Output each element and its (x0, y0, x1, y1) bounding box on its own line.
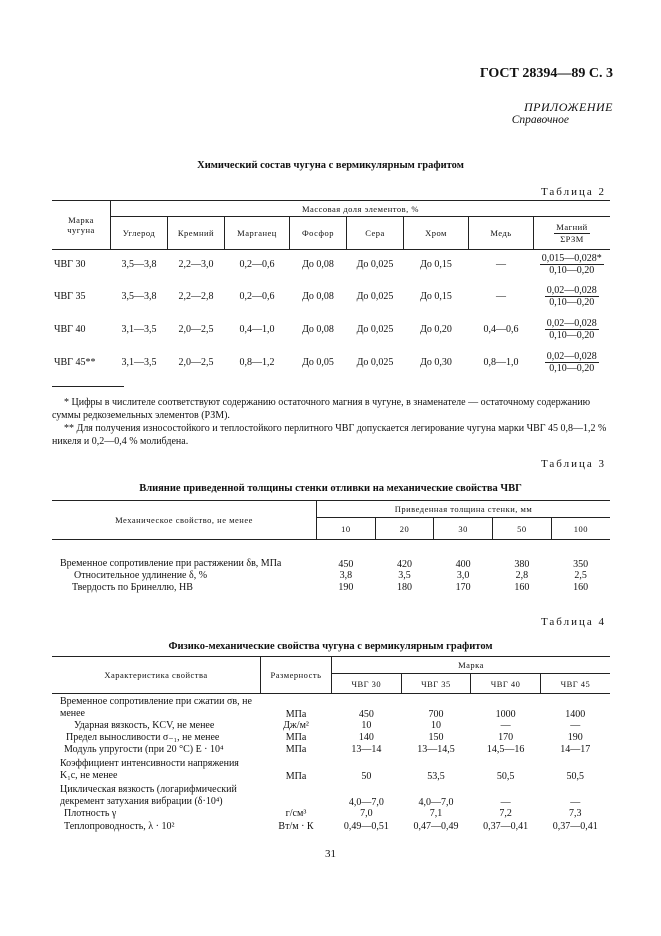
table2-mg-fraction (534, 280, 611, 313)
table4-cell: 190 (567, 732, 583, 743)
table2-cell: 2,0—2,5 (178, 323, 214, 335)
table3-group-header: Приведенная толщина стенки, мм (317, 501, 611, 518)
appendix-title: ПРИЛОЖЕНИЕ (524, 100, 613, 114)
table4-cell: 0,47—0,49 (413, 821, 459, 832)
table2-cell: До 0,08 (302, 323, 334, 335)
table4-cell: 13—14 (351, 744, 382, 755)
table4-group-header: Марка (332, 657, 611, 674)
table2-title: Химический состав чугуна с вермикулярным графитом (197, 160, 464, 171)
table2-col-sulfur: Сера (347, 217, 404, 250)
table2-cell: 3,5—3,8 (121, 290, 157, 302)
table3-cell: 420 (397, 558, 412, 570)
table4-cell: 1400 (565, 708, 586, 720)
table2-col-magnesium-den: ΣРЗМ (560, 233, 584, 244)
table2-rzm: 0,10—0,20 (549, 362, 595, 374)
table4-cell: 53,5 (427, 770, 445, 782)
table4-cell: 0,37—0,41 (552, 821, 598, 832)
table2-cell: — (496, 259, 506, 271)
table4-cell: 4,0—7,0 (418, 796, 454, 808)
table-row (52, 540, 610, 570)
table2-mg-fraction (534, 250, 611, 280)
table2-mg: 0,015—0,028* (541, 253, 602, 265)
table4-cell: — (500, 796, 511, 808)
table-row (52, 720, 610, 732)
table4-cell: 50 (361, 770, 372, 782)
table-row (52, 280, 610, 313)
table4-row-name: Модуль упругости (при 20 °С) Е · 10⁴ (64, 744, 224, 755)
table3-label: Таблица 3 (540, 458, 606, 470)
table4-cell: 140 (358, 732, 374, 743)
table2-cell: 0,2—0,6 (239, 290, 275, 302)
table4-row-name: Временное сопротивление при сжатии σв, не менее (60, 695, 252, 719)
table4-unit: Вт/м · К (278, 821, 314, 832)
table-row (52, 782, 610, 808)
table2-cell: До 0,08 (302, 290, 334, 302)
table-row (52, 346, 610, 379)
table2-col-grade: Марка чугуна (52, 201, 111, 250)
table4-cell: 10 (361, 720, 372, 731)
table3-col-100: 100 (551, 518, 610, 540)
table4-cell: 1000 (495, 708, 516, 720)
table2-rzm: 0,10—0,20 (549, 296, 595, 308)
table3-cell: 450 (338, 558, 354, 570)
table2-col-phosphorus: Фосфор (290, 217, 347, 250)
table3-cell: 350 (573, 558, 589, 570)
table2-mg: 0,02—0,028 (546, 284, 597, 296)
table3-cell: 3,8 (339, 570, 353, 581)
table-row (52, 582, 610, 594)
table2-mg: 0,02—0,028 (546, 350, 597, 362)
table3-col-30: 30 (434, 518, 493, 540)
table4-unit: г/см³ (285, 808, 307, 819)
table2-col-magnesium (534, 217, 611, 250)
table-row (52, 808, 610, 820)
table2-cell: До 0,20 (420, 323, 452, 335)
table2-cell: 0,2—0,6 (239, 259, 275, 271)
table4 (52, 656, 610, 834)
table2-cell: До 0,025 (356, 323, 394, 335)
table4-col-chvg30: ЧВГ 30 (332, 674, 402, 694)
table4-cell: 700 (428, 708, 444, 720)
table2-cell: — (496, 290, 506, 302)
table4-row-name: Предел выносливости σ₋₁, не менее (66, 732, 220, 743)
table3-cell: 380 (514, 558, 530, 570)
table-row (52, 250, 610, 280)
table3-cell: 160 (573, 582, 589, 593)
table3-row-name: Относительное удлинение δ, % (74, 570, 208, 581)
table3-col-prop: Механическое свойство, не менее (52, 501, 317, 540)
table2-mg-fraction (534, 313, 611, 346)
table4-cell: — (570, 796, 581, 808)
table2-col-manganese: Марганец (225, 217, 290, 250)
table2-footnote-1: * Цифры в числителе соответствуют содержанию остаточного магния в чугуне, в знаменателе — остаточному содержанию суммы редкоземельных элементов (РЗМ). (52, 397, 591, 421)
table3-col-10: 10 (317, 518, 376, 540)
table-row (52, 694, 610, 720)
table3-cell: 3,0 (456, 570, 470, 581)
table2-cell: 2,0—2,5 (178, 356, 214, 368)
table4-cell: 450 (358, 708, 374, 720)
table4-row-name: Плотность γ (64, 808, 117, 819)
table2-cell: 2,2—2,8 (178, 290, 214, 302)
table4-cell: 4,0—7,0 (348, 796, 384, 808)
table-row (52, 744, 610, 756)
table2-group-header: Массовая доля элементов, % (111, 201, 611, 217)
table4-unit: МПа (285, 708, 307, 720)
table-row (52, 820, 610, 834)
table4-col-chvg40: ЧВГ 40 (471, 674, 541, 694)
table3-cell: 160 (514, 582, 530, 593)
table4-unit (261, 782, 332, 808)
table3-cell: 2,8 (515, 570, 529, 581)
table3-cell: 400 (455, 558, 471, 570)
table2-rzm: 0,10—0,20 (549, 265, 595, 277)
table4-col-prop: Характеристика свойства (52, 657, 261, 694)
table2-mg: 0,02—0,028 (546, 317, 597, 329)
table2-cell: До 0,15 (420, 290, 452, 302)
table2-footnote-2: ** Для получения износостойкого и теплостойкого перлитного ЧВГ допускается легирование чугуна марки ЧВГ 45 0,8—1,2 % никеля и 0,2—0,4 % молибдена. (52, 423, 607, 447)
table2-cell: До 0,025 (356, 356, 394, 368)
table4-unit: Дж/м² (283, 720, 309, 731)
table4-unit: МПа (285, 770, 307, 782)
table2-cell: 0,4—1,0 (239, 323, 275, 335)
table2-grade: ЧВГ 45** (54, 356, 96, 368)
table-row (52, 732, 610, 744)
table2 (52, 200, 610, 379)
table4-cell: — (570, 720, 581, 731)
table4-row-name: Циклическая вязкость (логарифмический декремент затухания вибрации (δ·10⁴) (60, 783, 237, 807)
table2-cell: 3,1—3,5 (121, 323, 157, 335)
table-row (52, 756, 610, 782)
table4-cell: 0,49—0,51 (343, 821, 389, 832)
table3-cell: 2,5 (574, 570, 587, 581)
table4-unit: МПа (285, 744, 307, 755)
table2-col-magnesium-num: Магний (556, 221, 588, 232)
table2-cell: 3,5—3,8 (121, 259, 157, 271)
table4-cell: 10 (430, 720, 441, 731)
table2-rzm: 0,10—0,20 (549, 329, 595, 341)
table4-row-name: Ударная вязкость, KCV, не менее (74, 720, 215, 731)
table4-title: Физико-механические свойства чугуна с вермикулярным графитом (168, 641, 493, 652)
table4-cell: 14—17 (560, 744, 591, 755)
table2-cell: 0,4—0,6 (483, 323, 519, 335)
table2-label: Таблица 2 (540, 186, 606, 198)
table2-col-carbon: Углерод (111, 217, 168, 250)
table2-cell: 2,2—3,0 (178, 259, 214, 271)
table4-row-name: Коэффициент интенсивности напряжения K₁с, не менее (60, 757, 239, 781)
table-row (52, 313, 610, 346)
table4-cell: 7,1 (429, 808, 443, 819)
table2-cell: До 0,025 (356, 290, 394, 302)
table2-cell: До 0,08 (302, 259, 334, 271)
table2-col-copper: Медь (469, 217, 534, 250)
table4-cell: 170 (498, 732, 514, 743)
table4-cell: 7,0 (360, 808, 373, 819)
table3-cell: 3,5 (398, 570, 411, 581)
table2-cell: 0,8—1,0 (483, 356, 519, 368)
table4-cell: 50,5 (566, 770, 584, 782)
table4-cell: 150 (428, 732, 444, 743)
table4-unit: МПа (285, 732, 307, 743)
table4-label: Таблица 4 (540, 616, 606, 628)
table4-col-chvg45: ЧВГ 45 (540, 674, 610, 694)
table4-cell: 0,37—0,41 (483, 821, 529, 832)
table3 (52, 500, 610, 594)
table3-cell: 190 (338, 582, 354, 593)
table2-mg-fraction (534, 346, 611, 379)
table3-cell: 170 (455, 582, 471, 593)
table2-cell: До 0,025 (356, 259, 394, 271)
table2-col-silicon: Кремний (168, 217, 225, 250)
table3-col-50: 50 (493, 518, 552, 540)
table2-grade: ЧВГ 30 (54, 259, 86, 271)
table4-cell: — (500, 720, 511, 731)
page-number: 31 (325, 848, 336, 860)
table3-title: Влияние приведенной толщины стенки отливки на механические свойства ЧВГ (139, 483, 522, 494)
table4-row-name: Теплопроводность, λ · 10² (64, 821, 175, 832)
table4-cell: 7,3 (568, 808, 582, 819)
table-row (52, 570, 610, 582)
appendix-type: Справочное (511, 114, 569, 126)
table2-cell: До 0,30 (420, 356, 452, 368)
table4-cell: 7,2 (499, 808, 512, 819)
table2-grade: ЧВГ 40 (54, 323, 86, 335)
table3-row-name: Временное сопротивление при растяжении δв, МПа (60, 557, 282, 569)
table2-cell: До 0,15 (420, 259, 452, 271)
document-code: ГОСТ 28394—89 С. 3 (479, 66, 613, 81)
table2-cell: 0,8—1,2 (239, 356, 275, 368)
table4-cell: 13—14,5 (417, 744, 455, 755)
table4-cell: 14,5—16 (486, 744, 525, 755)
table2-grade: ЧВГ 35 (54, 290, 86, 302)
table4-cell: 50,5 (496, 770, 515, 782)
table2-col-chromium: Хром (404, 217, 469, 250)
table3-cell: 180 (397, 582, 412, 593)
table2-cell: До 0,05 (302, 356, 334, 368)
table3-row-name: Твердость по Бринеллю, НВ (72, 582, 193, 593)
table4-col-chvg35: ЧВГ 35 (401, 674, 471, 694)
table3-col-20: 20 (375, 518, 434, 540)
footnote-divider (52, 386, 124, 387)
table4-col-unit: Размерность (261, 657, 332, 694)
table2-cell: 3,1—3,5 (121, 356, 157, 368)
